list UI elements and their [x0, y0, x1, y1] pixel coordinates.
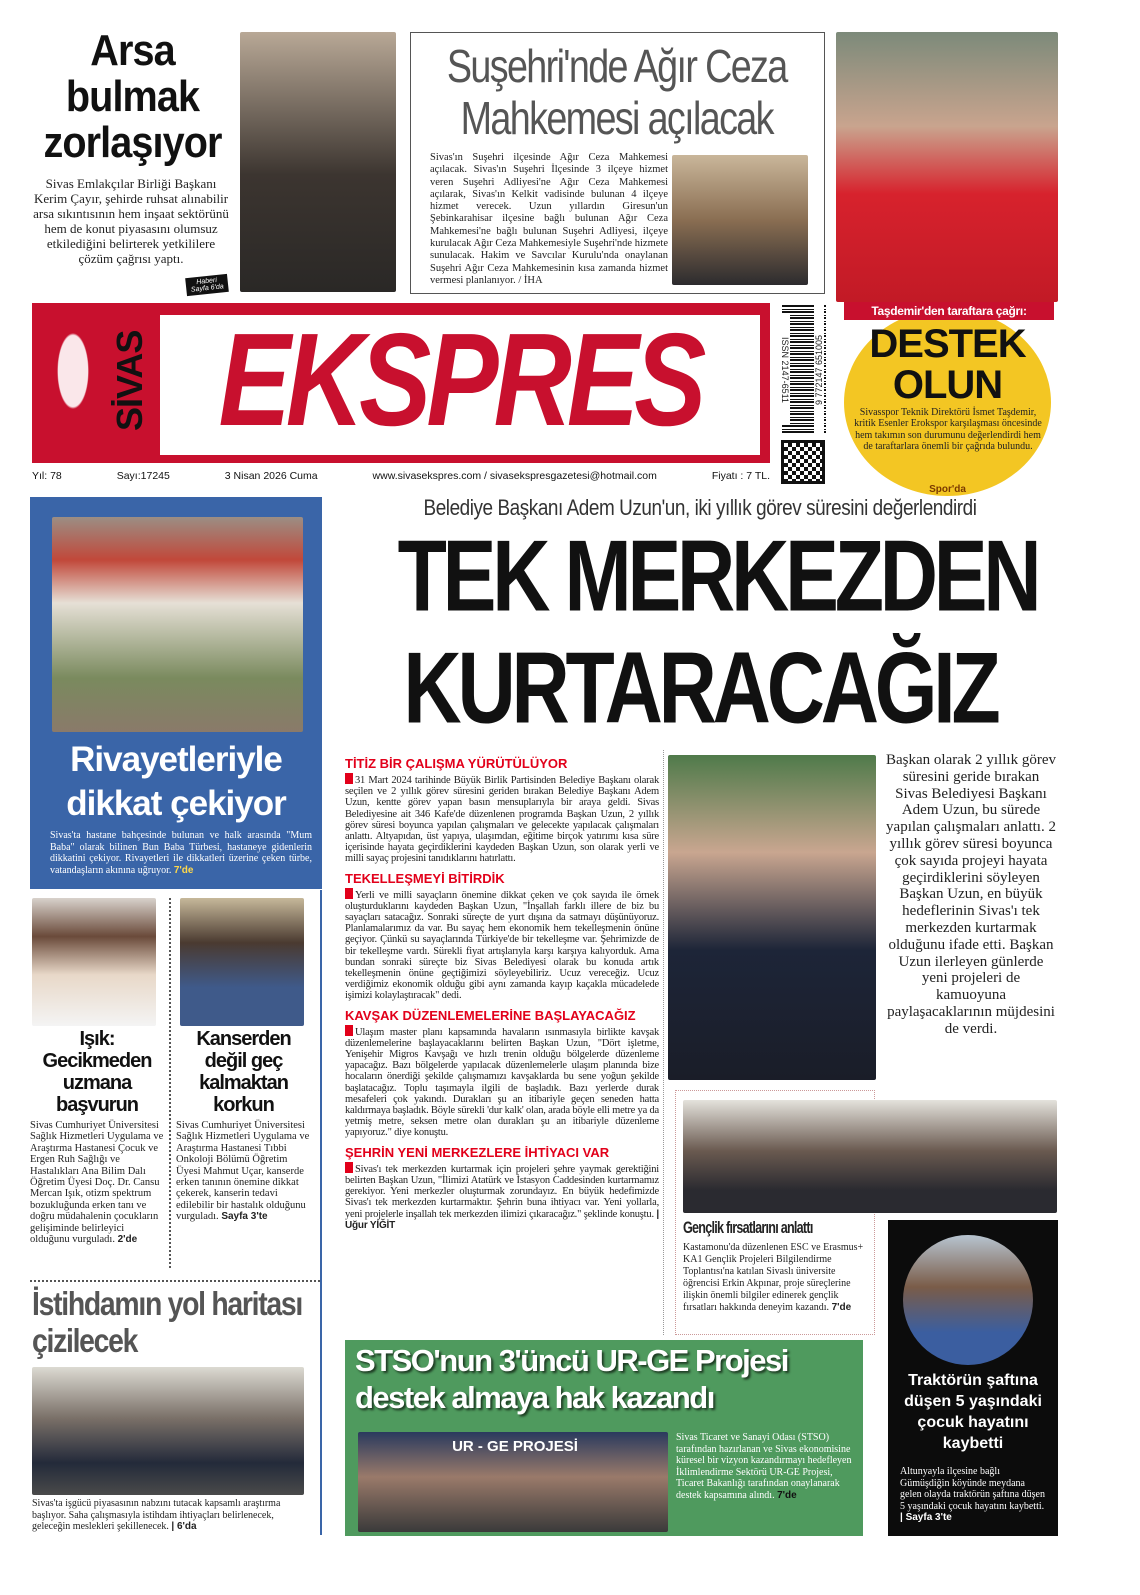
red-marker-icon: [345, 1162, 353, 1173]
turbe-headline[interactable]: Rivayetleriyle dikkat çekiyor: [66, 740, 286, 823]
section-body-3: Ulaşım master planı kapsamında havaların ısınmasıyla birlikte kavşak düzenlemelerine başlayacaklarını belirten Başkan Uzun, "Dört işletme, Yenişehir Migros Kavşağı ve hızlı trenin olduğu bölgelerde düzenleme yapacağız. Bazı bölgelerde yapılacak düzenlemelerle ulaşım planında bize hocaların önerdiği şekilde çalışmamızı kavşaklarda bu sene yoğun şekilde başlatacağız. Toplu taşımayla ilgili de başladık. Bazı yerlerde durak mesafeleri çok yakındı. Durakları şu an itibariyle geçen seneden hatta kaldırmaya başladık. Böyle sürekli 'dur kalk' olan, arada böyle elli metre ya da yetmiş metre, seksen metre olan durakları şu an itibariyle düzenleme yapıyoruz." diye konuştu.: [345, 1026, 659, 1139]
main-kicker: Belediye Başkanı Adem Uzun'un, iki yıllık görev süresini değerlendirdi: [423, 495, 977, 520]
byline: | Uğur YİĞİT: [345, 1208, 659, 1231]
kerim-cayir-photo: [240, 32, 396, 292]
isik-text-body: Sivas Cumhuriyet Üniversitesi Sağlık Hizmetleri Uygulama ve Araştırma Hastanesi Çocuk ve Ergen Ruh Sağlığı ve Hastalıkları Ana Bilim Dalı Öğretim Üyesi Doç. Dr. Cansu Mercan Işık, otizm spektrum bozukluğunda erken tanı ve doğru müdahalenin çocukların gelişiminde belirleyici olduğunu vurguladı.: [30, 1120, 164, 1246]
isik-ref[interactable]: 2'de: [117, 1234, 138, 1246]
section-body-4: Sivas'ı tek merkezden kurtarmak için projeleri şehre yaymak gerektiğini belirten Başkan Uzun, "İlimizi Atatürk ve İstasyon Caddesinden kurtarmamız gerekiyor. Yeni merkezler oluşturmak zorundayız. En büyük hedefimizde Sivas'ı tek merkezden kurtarmaktır. Şehrin buna ihtiyacı var. Yeni yollarla, yeni projelerle inşallah tek merkezden ilimizi çıkaracağız." şeklinde konuştu.: [345, 1163, 659, 1220]
destek-headline-2[interactable]: OLUN: [892, 363, 1003, 407]
genclik-headline[interactable]: Gençlik fırsatlarını anlattı: [683, 1218, 813, 1237]
traktor-text: [900, 1466, 1048, 1524]
destek-label: Taşdemir'den taraftara çağrı:: [844, 302, 1054, 320]
date: 3 Nisan 2026 Cuma: [224, 470, 318, 482]
courtroom-photo: [672, 155, 808, 285]
destek-headline-1[interactable]: DESTEK: [869, 322, 1026, 366]
tasdemir-photo: [836, 32, 1058, 302]
left-border-line: [320, 890, 322, 1535]
destek-ref[interactable]: Spor'da: [929, 484, 966, 495]
section-text-4: [345, 1162, 659, 1231]
destek-text: Sivasspor Teknik Direktörü İsmet Taşdemir, kritik Esenler Erokspor karşılaşması öncesinde hem takımın son durumunu değerlendirdi hem de taraftarlara önemli bir çağrıda bulundu.: [854, 407, 1042, 452]
mahmut-ucar-photo: [180, 898, 304, 1026]
contact[interactable]: www.sivasekspres.com / sivasekspresgazetesi@hotmail.com: [372, 470, 657, 482]
istihdam-text-body: Sivas'ta işgücü piyasasının nabzını tutacak kapsamlı araştırma başlıyor. Saha çalışmasıyla istihdam ihtiyaçları belirlenecek, geleceğin meslekleri şekillenecek.: [32, 1498, 281, 1532]
section-title-2: TEKELLEŞMEYİ BİTİRDİK: [345, 870, 505, 886]
kanser-headline[interactable]: Kanserden değil geç kalmaktan korkun: [196, 1028, 291, 1116]
istihdam-headline[interactable]: İstihdamın yol haritası çizilecek: [32, 1285, 302, 1359]
main-headline-2[interactable]: KURTARACAĞIZ: [403, 632, 997, 745]
stso-text-body: Sivas Ticaret ve Sanayi Odası (STSO) tarafından hazırlanan ve Sivas ekonomisine küresel bir vizyon kazandırmayı hedefleyen İklimlendirme Sektörü UR-GE Projesi, Ticaret Bakanlığı tarafından onaylanarak destek kapsamına alındı.: [676, 1432, 852, 1501]
main-headline-1[interactable]: TEK MERKEZDEN: [397, 520, 1038, 633]
traktor-text-body: Altunyayla ilçesine bağlı Gümüşdiğin köyünde meydana gelen olayda traktörün şaftına düşen 5 yaşındaki çocuk hayatını kaybetti.: [900, 1466, 1045, 1512]
susehri-text: Sivas'ın Suşehri ilçesinde Ağır Ceza Mahkemesi açılacak. Sivas'ın Suşehri İlçesinde 3 ilçeye hizmet veren Suşehri Adliyesi'ne Ağır Ceza Mahkemesi açılarak, Sivas'ın Kelkit vadisinde bulunan 4 ilçeye hizmet verecek. Uzun yıllardın Giresun'un Şebinkarahisar ilçesine bağlı bulunan Ağır Ceza Mahkemesi'ne bağlı bulunan Suşehri Adliyesi, ilçeye kurulacak Ağır Ceza Mahkemesiyle Suşehri'nde hizmete sunulacak. Hakim ve Savcılar Kurulu'nda onaylanan Suşehri Ağır Ceza Mahkemesinin kısa zamanda hizmet vermesi planlanıyor. / İHA: [430, 152, 668, 286]
red-marker-icon: [345, 1025, 353, 1036]
section-body-1: 31 Mart 2024 tarihinde Büyük Birlik Partisinden Belediye Başkanı olarak seçilen ve 2 yıllık görev süresini geriden bırakan Belediye Başkanı Adem Uzun, kentte görev yapan basın mensuplarıyla bir araya geldi. Sivas Belediyesine ait 346 Kafe'de düzenlenen programda Başkan Uzun, 2 yıllık görev süresi boyunca yapılan çalışmaları ve gelecekte yapılacak çalışmaları anlattı. Altyapıdan, üst yapıya, ulaşımdan, eğitime birçok yatırımı kısa süre içerisinde hayata geçirdiklerini kaydeden Başkan Uzun, son olarak yerli ve milli sayaç projesini tanıdıklarını hatırlattı.: [345, 775, 659, 865]
main-article: [345, 750, 659, 1231]
genclik-text-body: Kastamonu'da düzenlenen ESC ve Erasmus+ KA1 Gençlik Projeleri Bilgilendirme Toplantısı'na katılan Sivaslı üniversite öğrencisi Erkin Akpınar, proje süreçlerine ilişkin önemli bilgiler edinerek gençlik fırsatları hakkında deneyim kazandı.: [683, 1242, 864, 1313]
page-ref-badge[interactable]: Haberi Sayfa 6'da: [185, 274, 229, 296]
traktor-headline[interactable]: Traktörün şaftına düşen 5 yaşındaki çocuk hayatını kaybetti: [904, 1372, 1042, 1452]
main-side-text: Başkan olarak 2 yıllık görev süresini geride bırakan Sivas Belediyesi Başkanı Adem Uzun, bu sürede yapılan çalışmaları anlattı. 2 yıllık görev süresi boyunca çok sayıda projeyi hayata geçirdiklerini söyleyen Başkan Uzun, en büyük hedeflerinin Sivas'ı tek merkezden kurtarmak olduğunu ifade etti. Başkan Uzun ilerleyen günlerde yeni projeleri de kamuoyuna paylaşacaklarının müjdesini de verdi.: [886, 752, 1056, 1037]
stso-ref[interactable]: 7'de: [777, 1489, 797, 1501]
logo-sivas: SİVAS: [109, 330, 150, 431]
masthead-info: [32, 470, 770, 482]
section-text-2: [345, 888, 659, 1002]
isik-headline[interactable]: Işık: Gecikmeden uzmana başvurun: [42, 1028, 152, 1116]
section-title-3: KAVŞAK DÜZENLEMELERİNE BAŞLAYACAĞIZ: [345, 1007, 636, 1023]
red-marker-icon: [345, 888, 353, 899]
year: Yıl: 78: [32, 470, 62, 482]
istihdam-text: [32, 1498, 312, 1533]
issue: Sayı:17245: [116, 470, 170, 482]
kanser-text-body: Sivas Cumhuriyet Üniversitesi Sağlık Hizmetleri Uygulama ve Araştırma Hastanesi Tıbbi Onkoloji Bölümü Öğretim Üyesi Mahmut Uçar, kanserde erken tanının önemine dikkat çekerek, kanserin tedavi edilebilir bir hastalık olduğunu vurguladı.: [176, 1120, 310, 1223]
section-title-1: TİTİZ BİR ÇALIŞMA YÜRÜTÜLÜYOR: [345, 756, 568, 771]
stso-headline[interactable]: STSO'nun 3'üncü UR-GE Projesi destek almaya hak kazandı: [355, 1343, 788, 1415]
kanser-text: [176, 1120, 314, 1223]
istihdam-ref[interactable]: | 6'da: [171, 1521, 197, 1532]
qr-code-icon[interactable]: [781, 440, 825, 484]
turbe-ref[interactable]: 7'de: [173, 864, 194, 876]
stso-photo-caption: UR - GE PROJESİ: [452, 1438, 578, 1455]
section-body-2: Yerli ve milli sayaçların önemine dikkat çeken ve çok sayıda ile örnek oluşturduklarını kaydeden Başkan Uzun, "İnşallah farklı illere de biz bu sayaçları satacağız. Sonraki süreçte de yurt dışına da satmayı düşünüyoruz. Planlamalarımız da var. Bu sayaç hem ekonomik hem tekelleşmenin önüne geçiyor. Çünkü su sayaçlarında Türkiye'de bir tekelleşme var. Şehrimizde de bir tekelleşme vardı. Sürekli fiyat artışlarıyla karşı karşıya kalıyorduk. Ama bundan sonraki süreçte biz Sivas Belediyesi olarak bu konuda artık tekelleşmenin önüne geçtiğimizi söyleyebiliriz. Ucuz vereceğiz. Ucuz verdiğimiz ekonomik olduğu gibi aynı zamanda kayıp kaçakla mücadelede işimizi kolaylaştıracak" dedi.: [345, 889, 659, 1002]
traktor-ref[interactable]: | Sayfa 3'te: [900, 1512, 952, 1523]
logo-ekspres[interactable]: EKSPRES: [218, 306, 702, 453]
turbe-text-body: Sivas'ta hastane bahçesinde bulunan ve halk arasında "Mum Baba" olarak bilinen Bun Baba Türbesi, hastaneye gidenlerin dikkatini çekiyor. Rivayetleri ile dikkatleri üzerine çeken türbe, vatandaşların akınına uğruyor.: [50, 830, 312, 876]
adem-uzun-photo: [668, 755, 876, 1080]
arsa-headline[interactable]: Arsa bulmak zorlaşıyor: [43, 26, 222, 167]
susehri-headline[interactable]: Suşehri'nde Ağır Ceza Mahkemesi açılacak: [446, 40, 787, 144]
section-text-3: [345, 1025, 659, 1139]
genclik-ref[interactable]: 7'de: [831, 1302, 852, 1313]
main-photo-divider: [663, 750, 664, 1335]
red-marker-icon: [345, 773, 353, 784]
section-text-1: [345, 773, 659, 865]
issn: ISSN 2147-6511: [780, 315, 790, 425]
genclik-photo: [683, 1100, 1057, 1213]
turbe-photo: [52, 517, 303, 732]
child-photo: [903, 1235, 1033, 1365]
cansu-mercan-isik-photo: [32, 898, 156, 1026]
istihdam-photo: [32, 1367, 304, 1495]
column-divider: [169, 898, 171, 1268]
stso-text: [676, 1432, 856, 1501]
price: Fiyatı : 7 TL.: [711, 470, 770, 482]
kanser-ref[interactable]: Sayfa 3'te: [221, 1211, 268, 1223]
section-title-4: ŞEHRİN YENİ MERKEZLERE İHTİYACI VAR: [345, 1144, 610, 1160]
turbe-text: [50, 830, 312, 876]
genclik-text: [683, 1242, 870, 1314]
arsa-text: Sivas Emlakçılar Birliği Başkanı Kerim Çayır, şehirde ruhsat alınabilir arsa sıkıntısının hem inşaat sektörünü hem de konut piyasasını olumsuz etkilediğini belirterek yetkililere çözüm çağrısı yaptı.: [33, 176, 229, 266]
istihdam-divider: [30, 1280, 320, 1282]
isik-text: [30, 1120, 164, 1245]
barcode-number: 9 772147 651005: [814, 305, 824, 435]
ataturk-silhouette-icon: [38, 315, 108, 455]
